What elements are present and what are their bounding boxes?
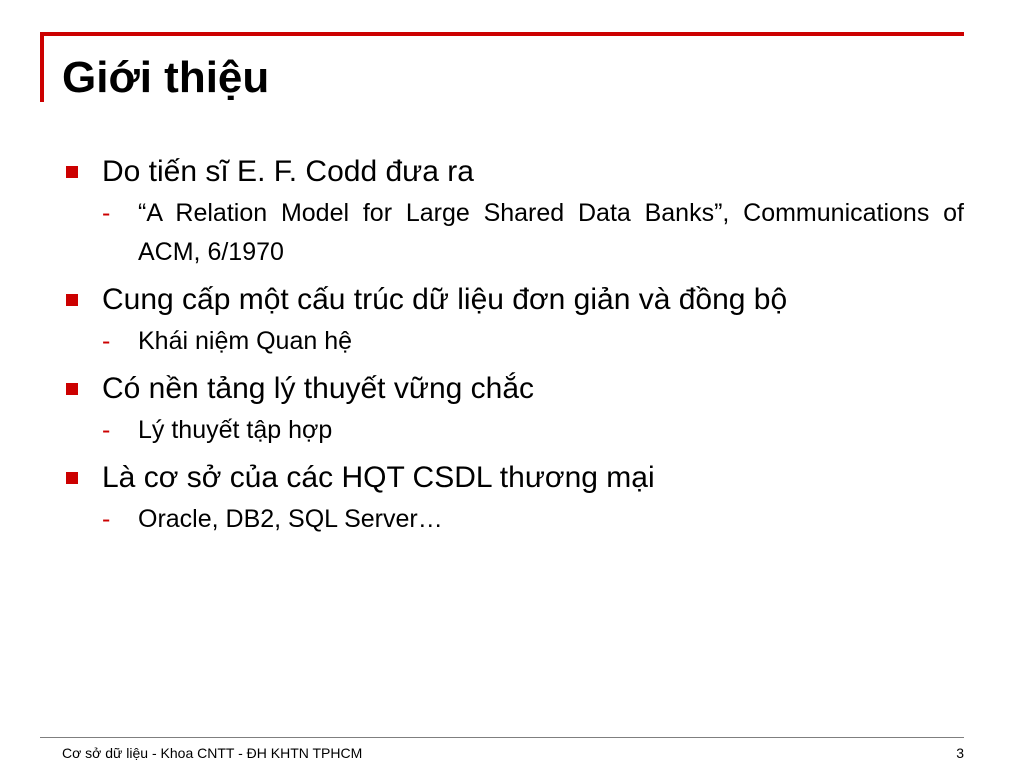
- bullet-text: Do tiến sĩ E. F. Codd đưa ra: [102, 155, 474, 188]
- footer-divider: [40, 737, 964, 738]
- bullet-text: Là cơ sở của các HQT CSDL thương mại: [102, 461, 655, 494]
- title-frame-left-border: [40, 32, 44, 102]
- red-square-bullet-icon: [66, 472, 78, 484]
- sub-bullet-text: “A Relation Model for Large Shared Data Banks”, Communications of ACM, 6/1970: [138, 199, 964, 266]
- dash-marker: -: [102, 416, 111, 444]
- sub-bullet-text: Oracle, DB2, SQL Server…: [138, 505, 443, 533]
- sub-bullet-text: Khái niệm Quan hệ: [138, 327, 353, 355]
- footer-text: Cơ sở dữ liệu - Khoa CNTT - ĐH KHTN TPHCM: [62, 745, 363, 761]
- sub-bullet-item: [62, 500, 964, 539]
- red-square-bullet-icon: [66, 166, 78, 178]
- sub-bullet-text: Lý thuyết tập hợp: [138, 416, 333, 444]
- slide-title: Giới thiệu: [62, 53, 270, 102]
- page-number: 3: [956, 745, 964, 761]
- bullet-item: [62, 367, 964, 411]
- bullet-item: [62, 456, 964, 500]
- sub-bullet-item: [62, 411, 964, 450]
- sub-bullet-item: [62, 194, 964, 272]
- bullet-text: Cung cấp một cấu trúc dữ liệu đơn giản và đồng bộ: [102, 283, 788, 316]
- sub-bullet-item: [62, 322, 964, 361]
- dash-marker: -: [102, 505, 111, 533]
- bullet-item: [62, 150, 964, 194]
- dash-marker: -: [102, 327, 111, 355]
- slide-content: [62, 150, 964, 545]
- red-square-bullet-icon: [66, 383, 78, 395]
- bullet-item: [62, 278, 964, 322]
- bullet-text: Có nền tảng lý thuyết vững chắc: [102, 372, 535, 405]
- red-square-bullet-icon: [66, 294, 78, 306]
- dash-marker: -: [102, 199, 111, 227]
- title-frame-top-border: [40, 32, 964, 36]
